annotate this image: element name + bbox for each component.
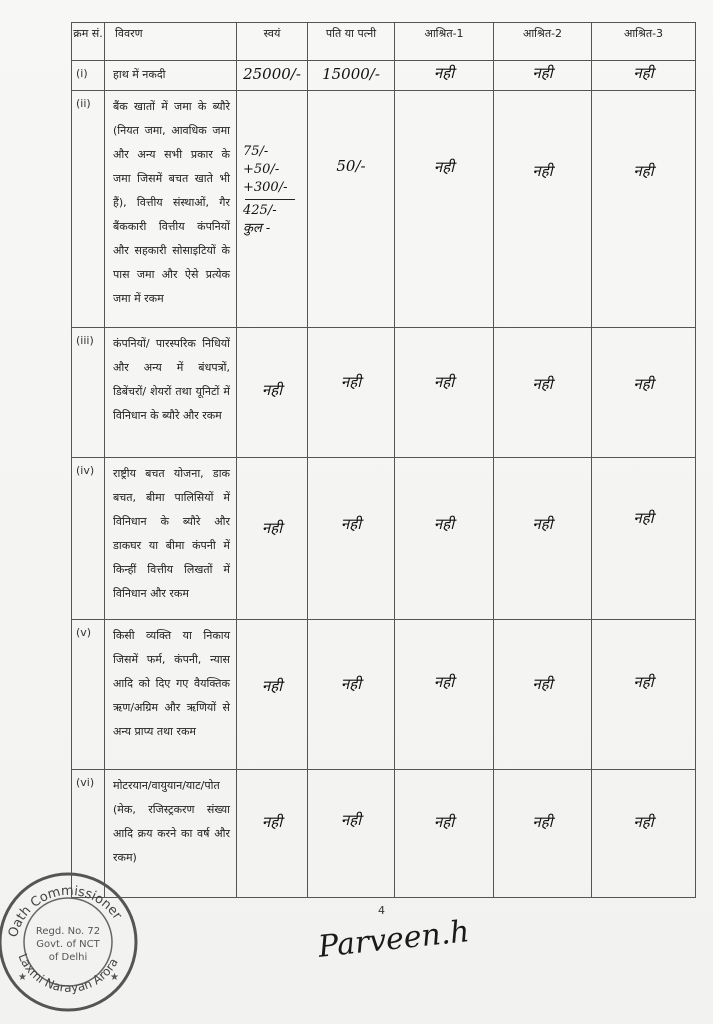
stamp-top-text: Oath Commissioner <box>5 883 125 940</box>
stamp-line-2: Govt. of NCT <box>36 939 100 950</box>
handwritten-value: नही <box>433 813 455 831</box>
row-description: बैंक खातों में जमा के ब्यौरे (नियत जमा, आवधिक जमा और अन्य सभी प्रकार के जमा जिसमें बचत खाते भी हैं), वित्तीय संस्थाओं, गैर बैंककारी वित्तीय कंपनियों और सहकारी सोसाइटियों के पास जमा और ऐसे प्रत्येक जमा में रकम <box>105 91 237 328</box>
handwritten-value: नही <box>633 375 654 393</box>
cell-dep2 <box>494 458 592 620</box>
table-row <box>72 61 696 91</box>
handwritten-value: 50/- <box>336 157 366 175</box>
table-row <box>72 328 696 458</box>
cell-dep2 <box>494 61 592 91</box>
table-header-row <box>72 23 696 61</box>
assets-table <box>71 22 696 898</box>
cell-dep1 <box>395 61 494 91</box>
handwritten-value: नही <box>532 813 553 831</box>
handwritten-value: कुल - <box>243 221 271 236</box>
row-description: किसी व्यक्ति या निकाय जिसमें फर्म, कंपनी, न्यास आदि को दिए गए वैयक्तिक ऋण/अग्रिम और ऋणियों से अन्य प्राप्य तथा रकम <box>105 620 237 770</box>
cell-self <box>237 61 308 91</box>
row-sn: (iii) <box>72 328 105 458</box>
handwritten-value: नही <box>433 373 455 391</box>
table-row <box>72 458 696 620</box>
cell-self <box>237 328 308 458</box>
cell-dep3 <box>592 328 696 458</box>
cell-dep3 <box>592 61 696 91</box>
row-sn: (i) <box>72 61 105 91</box>
table-row <box>72 620 696 770</box>
handwritten-value: 25000/- <box>243 65 301 83</box>
handwritten-value: नही <box>633 162 654 180</box>
handwritten-value: 15000/- <box>322 65 380 83</box>
cell-dep3 <box>592 91 696 328</box>
handwritten-value: नही <box>433 158 455 176</box>
handwritten-value: नही <box>633 64 654 82</box>
table-row <box>72 91 696 328</box>
cell-spouse <box>308 458 395 620</box>
header-sn: क्रम सं. <box>72 23 105 61</box>
cell-dep3 <box>592 458 696 620</box>
table-row <box>72 770 696 898</box>
handwritten-value: नही <box>532 675 553 693</box>
handwritten-value: 75/- <box>243 144 269 159</box>
cell-dep2 <box>494 620 592 770</box>
handwritten-value: नही <box>633 813 654 831</box>
stamp-bottom-text: Laxmi Narayan Arora <box>15 951 121 995</box>
row-description: मोटरयान/वायुयान/याट/पोत (मेक, रजिस्ट्रकरण संख्या आदि क्रय करने का वर्ष और रकम) <box>105 770 237 898</box>
cell-dep1 <box>395 770 494 898</box>
handwritten-value: नही <box>433 64 455 82</box>
cell-self <box>237 620 308 770</box>
cell-dep2 <box>494 91 592 328</box>
row-sn: (ii) <box>72 91 105 328</box>
row-sn: (vi) <box>72 770 105 898</box>
handwritten-value: +50/- <box>243 162 280 177</box>
handwritten-value: नही <box>340 515 362 533</box>
cell-dep2 <box>494 328 592 458</box>
handwritten-value: नही <box>532 515 553 533</box>
handwritten-value: नही <box>532 162 553 180</box>
handwritten-value: नही <box>433 515 455 533</box>
row-description: राष्ट्रीय बचत योजना, डाक बचत, बीमा पालिसियों में विनिधान के ब्यौरे और डाकघर या बीमा कंपनी में किन्हीं वित्तीय लिखतों में विनिधान और रकम <box>105 458 237 620</box>
cell-self <box>237 458 308 620</box>
header-spouse: पति या पत्नी <box>308 23 395 61</box>
row-sn: (v) <box>72 620 105 770</box>
header-description: विवरण <box>105 23 237 61</box>
cell-dep1 <box>395 458 494 620</box>
handwritten-value: नही <box>340 675 362 693</box>
handwritten-value: नही <box>340 373 362 391</box>
header-dependent-2: आश्रित-2 <box>494 23 592 61</box>
page-number: 4 <box>378 904 385 917</box>
cell-dep1 <box>395 620 494 770</box>
cell-spouse <box>308 620 395 770</box>
handwritten-value: नही <box>261 381 283 399</box>
handwritten-value: नही <box>261 519 283 537</box>
handwritten-value: 425/- <box>243 203 277 218</box>
handwritten-value: नही <box>532 375 553 393</box>
oath-commissioner-stamp <box>0 862 144 1014</box>
handwritten-value: नही <box>633 673 654 691</box>
cell-spouse <box>308 61 395 91</box>
cell-spouse <box>308 770 395 898</box>
row-description: हाथ में नकदी <box>105 61 237 91</box>
handwritten-value: नही <box>261 677 283 695</box>
stamp-star-icon: ★ <box>18 972 27 983</box>
handwritten-value: नही <box>433 673 455 691</box>
cell-dep1 <box>395 328 494 458</box>
handwritten-value: नही <box>261 813 283 831</box>
handwritten-value: नही <box>340 811 362 829</box>
stamp-line-1: Regd. No. 72 <box>35 926 101 937</box>
cell-dep1 <box>395 91 494 328</box>
header-dependent-1: आश्रित-1 <box>395 23 494 61</box>
cell-spouse <box>308 91 395 328</box>
header-self: स्वयं <box>237 23 308 61</box>
header-dependent-3: आश्रित-3 <box>592 23 696 61</box>
row-description: कंपनियों/ पारस्परिक निधियों और अन्य में बंधपत्रों, डिबेंचरों/ शेयरों तथा यूनिटों में विनिधान के ब्यौरे और रकम <box>105 328 237 458</box>
stamp-line-3: of Delhi <box>48 952 88 963</box>
stamp-star-icon: ★ <box>110 972 119 983</box>
handwritten-value: +300/- <box>243 180 288 195</box>
handwritten-value: नही <box>633 509 654 527</box>
cell-dep3 <box>592 620 696 770</box>
handwritten-value: नही <box>532 64 553 82</box>
signature: Parveen.h <box>316 914 472 965</box>
sum-underline <box>245 199 295 200</box>
row-sn: (iv) <box>72 458 105 620</box>
cell-spouse <box>308 328 395 458</box>
cell-dep3 <box>592 770 696 898</box>
cell-dep2 <box>494 770 592 898</box>
cell-self <box>237 91 308 328</box>
cell-self <box>237 770 308 898</box>
